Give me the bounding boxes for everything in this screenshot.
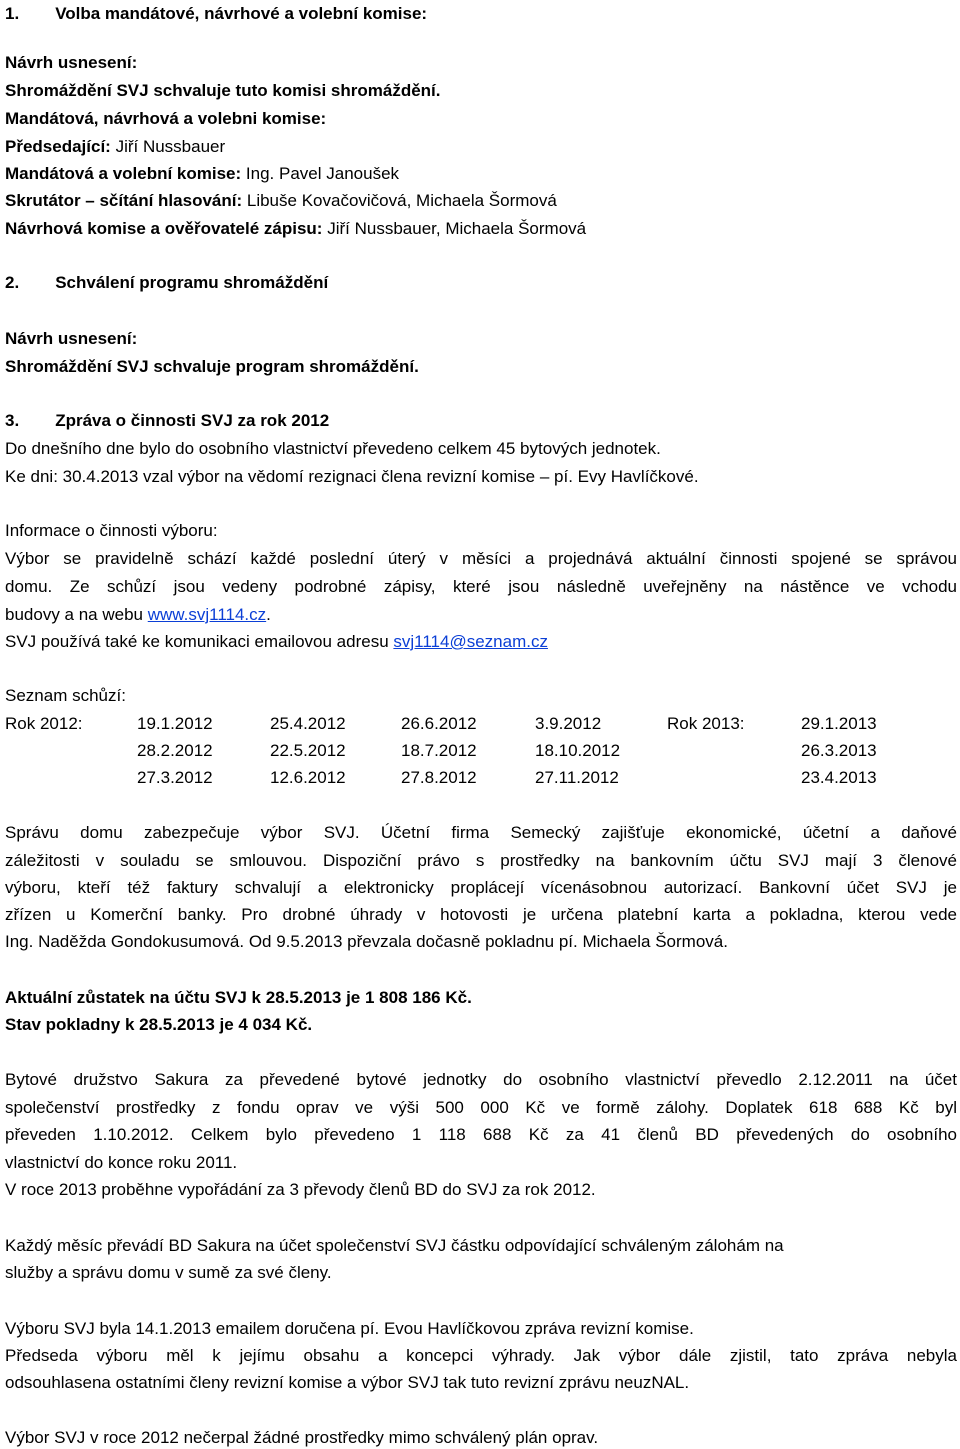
info-line-3: budovy a na webu www.svj1114.cz.: [5, 605, 271, 624]
meeting-date: 12.6.2012: [270, 768, 346, 787]
resolution-text: Shromáždění SVJ schvaluje tuto komisi shromáždění.: [5, 81, 441, 100]
commission-heading: Mandátová, návrhová a volebni komise:: [5, 109, 327, 128]
section-number: 2.: [5, 273, 20, 292]
verifier-label: Návrhová komise a ověřovatelé zápisu:: [5, 219, 323, 238]
proposal-label: Návrh usnesení:: [5, 329, 138, 348]
account-balance: Aktuální zůstatek na účtu SVJ k 28.5.2013 je 1 808 186 Kč.: [5, 988, 472, 1007]
section-title: Schválení programu shromáždění: [55, 273, 329, 292]
teller-line: [5, 190, 557, 212]
resolution-text: Shromáždění SVJ schvaluje program shromáždění.: [5, 357, 419, 376]
section-1-heading: [5, 3, 427, 25]
report-line-2: Ke dni: 30.4.2013 vzal výbor na vědomí rezignaci člena revizní komise – pí. Evy Havlíčkové.: [5, 467, 699, 486]
mandate-line: [5, 163, 399, 185]
meeting-date: 19.1.2012: [137, 714, 213, 733]
meeting-date: 22.5.2012: [270, 741, 346, 760]
email-line: SVJ používá také ke komunikaci emailovou adresu svj1114@seznam.cz: [5, 632, 548, 651]
section-3-heading: [5, 410, 329, 432]
section-title: Volba mandátové, návrhové a volební komise:: [55, 4, 428, 23]
meeting-date: 27.8.2012: [401, 768, 477, 787]
report-line-1: Do dnešního dne bylo do osobního vlastnictví převedeno celkem 45 bytových jednotek.: [5, 439, 661, 458]
meeting-date: 3.9.2012: [535, 714, 602, 733]
section-title: Zpráva o činnosti SVJ za rok 2012: [55, 411, 330, 430]
chair-line: [5, 136, 225, 158]
meeting-date: 26.3.2013: [801, 741, 877, 760]
info-heading: Informace o činnosti výboru:: [5, 521, 218, 540]
section-2-heading: [5, 272, 328, 294]
meeting-date: 18.10.2012: [535, 741, 621, 760]
meeting-date: 27.3.2012: [137, 768, 213, 787]
info-line-2: domu. Ze schůzí jsou vedeny podrobné zápisy, které jsou následně uveřejněny na nástěnce ve vchodu: [5, 577, 957, 596]
email-link[interactable]: svj1114@seznam.cz: [393, 632, 548, 651]
meeting-date: 25.4.2012: [270, 714, 346, 733]
meeting-date: 18.7.2012: [401, 741, 477, 760]
website-link[interactable]: www.svj1114.cz: [147, 605, 267, 624]
repairs-paragraph: Výbor SVJ v roce 2012 nečerpal žádné prostředky mimo schválený plán oprav.: [5, 1428, 599, 1447]
section-number: 1.: [5, 4, 20, 23]
section-number: 3.: [5, 411, 20, 430]
chair-label: Předsedající:: [5, 137, 111, 156]
teller-value: Libuše Kovačovičová, Michaela Šormová: [246, 191, 557, 210]
cash-balance: Stav pokladny k 28.5.2013 je 4 034 Kč.: [5, 1015, 313, 1034]
mandate-label: Mandátová a volební komise:: [5, 164, 242, 183]
chair-value: Jiří Nussbauer: [115, 137, 226, 156]
meeting-date: 28.2.2012: [137, 741, 213, 760]
year-2012-label: Rok 2012:: [5, 714, 83, 733]
meeting-date: 26.6.2012: [401, 714, 477, 733]
year-2013-label: Rok 2013:: [667, 714, 745, 733]
proposal-label: Návrh usnesení:: [5, 53, 138, 72]
verifier-line: [5, 218, 586, 240]
mandate-value: Ing. Pavel Janoušek: [245, 164, 400, 183]
info-line-1: Výbor se pravidelně schází každé poslední úterý v měsíci a projednává aktuální činnosti spojené se správou: [5, 549, 957, 568]
teller-label: Skrutátor – sčítání hlasování:: [5, 191, 243, 210]
meeting-date: 27.11.2012: [535, 768, 619, 787]
verifier-value: Jiří Nussbauer, Michaela Šormová: [327, 219, 587, 238]
meetings-heading: Seznam schůzí:: [5, 686, 126, 705]
meeting-date: 23.4.2013: [801, 768, 877, 787]
meeting-date: 29.1.2013: [801, 714, 877, 733]
